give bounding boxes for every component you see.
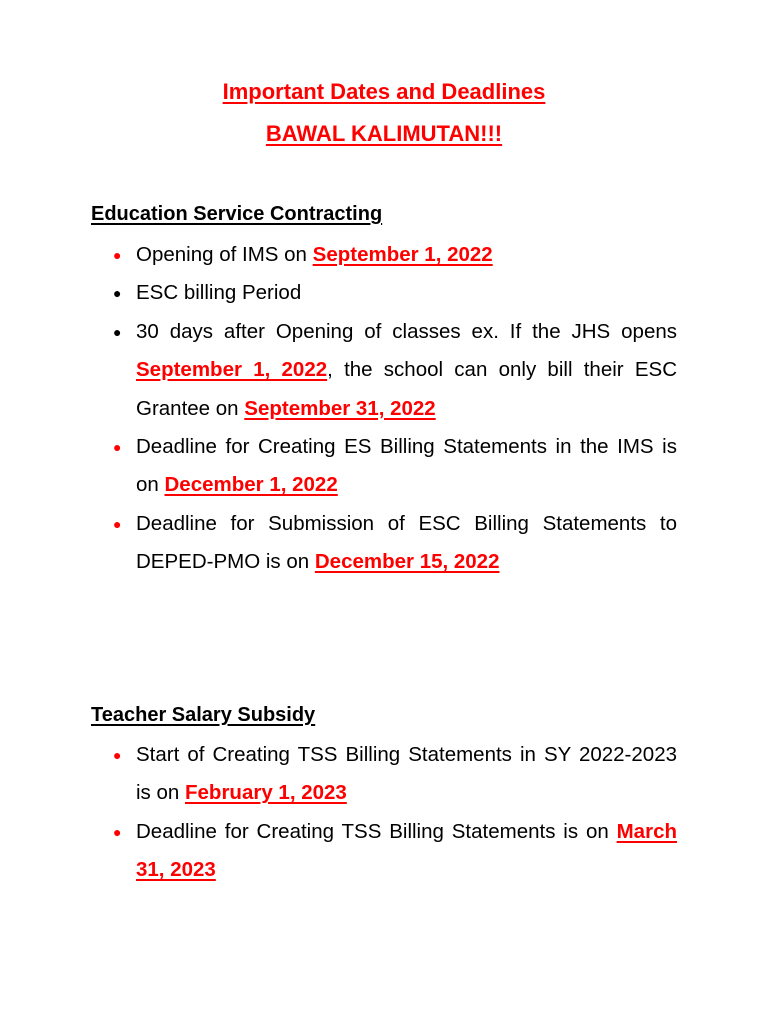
bullet-icon: ● [113, 439, 122, 456]
bullet-icon: ● [113, 323, 122, 340]
bullet-icon: ● [113, 823, 122, 840]
tss-list [113, 736, 677, 890]
list-item [113, 236, 677, 274]
date-highlight: March 31, 2023 [136, 819, 677, 882]
section-heading-tss: Teacher Salary Subsidy [91, 704, 316, 726]
bullet-icon: ● [113, 747, 122, 763]
item-text: Start of Creating TSS Billing Statements in SY 2022-2023 is on [136, 743, 677, 805]
esc-list [113, 236, 678, 582]
item-text: Deadline for Submission of ESC Billing Statements to DEPED-PMO is on [136, 511, 677, 574]
item-text: Opening of IMS on [136, 243, 313, 266]
page-title: Important Dates and Deadlines [222, 79, 546, 104]
page-subtitle: BAWAL KALIMUTAN!!! [265, 121, 503, 146]
list-item [113, 428, 677, 505]
item-text: ESC billing Period [136, 281, 302, 305]
date-highlight: September 1, 2022 [312, 243, 493, 266]
bullet-icon: ● [113, 515, 122, 532]
date-highlight: September 1, 2022 [136, 358, 328, 382]
date-highlight: February 1, 2023 [185, 781, 347, 805]
date-highlight: December 15, 2022 [314, 550, 500, 574]
item-text: 30 days after Opening of classes ex. If the JHS opens [136, 319, 677, 343]
bullet-icon: ● [113, 247, 122, 263]
date-highlight: December 1, 2022 [164, 473, 338, 497]
item-text: , the school can only bill their ESC Grantee on [136, 358, 678, 420]
section-heading-esc: Education Service Contracting [91, 203, 383, 225]
bullet-icon: ● [113, 285, 122, 302]
item-text: Deadline for Creating ES Billing Statements in the IMS is on [136, 435, 677, 497]
item-text: Deadline for Creating TSS Billing Statements is on [136, 819, 617, 843]
list-item [113, 313, 678, 428]
date-highlight: September 31, 2022 [244, 396, 436, 420]
list-item [113, 813, 677, 890]
list-item [113, 274, 677, 312]
list-item [113, 736, 677, 813]
list-item [113, 505, 677, 582]
